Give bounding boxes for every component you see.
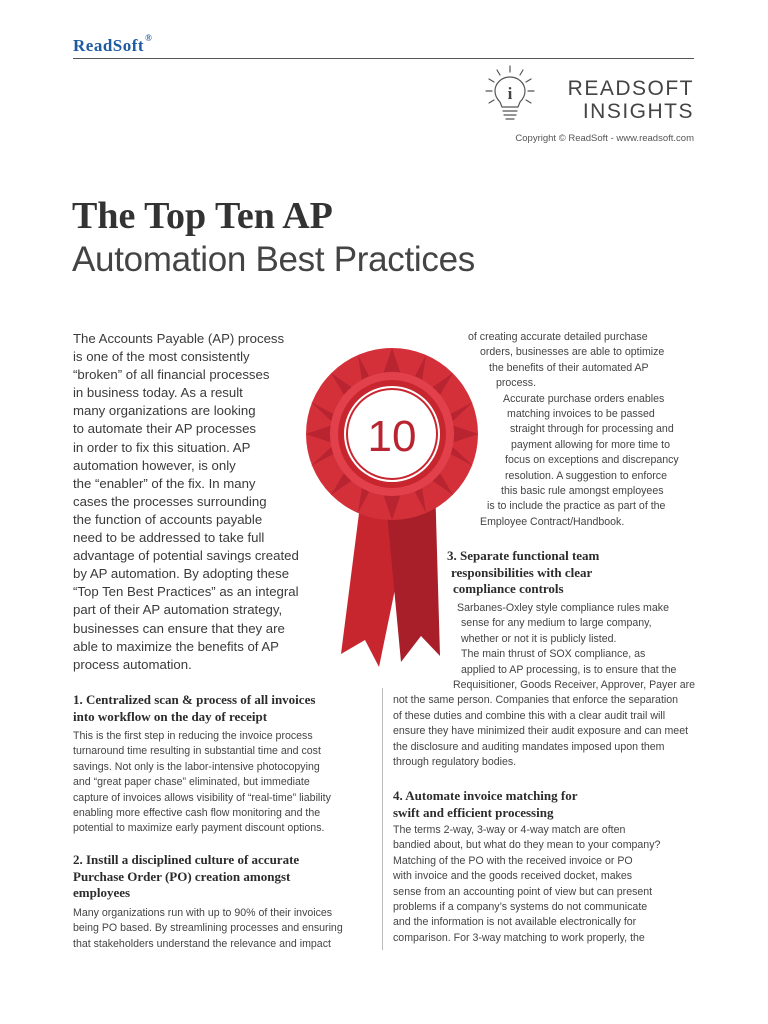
body-line: comparison. For 3-way matching to work properly, the (393, 931, 645, 944)
section4-heading (393, 788, 578, 821)
body-line: savings. Not only is the labor-intensive photocopying (73, 760, 320, 773)
body-line: sense for any medium to large company, (461, 617, 652, 630)
body-line: this basic rule amongst employees (501, 485, 664, 498)
header-divider (73, 58, 694, 59)
heading-line: compliance controls (453, 581, 564, 596)
heading-line: Purchase Order (PO) creation amongst (73, 868, 291, 884)
intro-line: the function of accounts payable (73, 511, 263, 527)
body-line: with invoice and the goods received docket, makes (393, 870, 633, 883)
body-line: matching invoices to be passed (507, 408, 655, 421)
heading-line: into workflow on the day of receipt (73, 708, 268, 724)
body-line: ensure they have minimized their audit exposure and can meet (393, 725, 689, 738)
body-line: capture of invoices allows visibility of “real-time” liability (73, 791, 331, 804)
body-line: Sarbanes-Oxley style compliance rules make (457, 602, 669, 614)
intro-line: in business today. As a result (73, 385, 243, 401)
intro-line: in order to fix this situation. AP (73, 439, 251, 455)
body-line: orders, businesses are able to optimize (480, 346, 665, 359)
body-line: Matching of the PO with the received invoice or PO (393, 854, 633, 867)
section1-body (73, 729, 331, 837)
badge-number: 10 (367, 412, 417, 461)
heading-line: swift and efficient processing (393, 804, 554, 820)
intro-line: to automate their AP processes (73, 421, 257, 437)
intro-line: businesses can ensure that they are (73, 620, 285, 636)
body-line: Employee Contract/Handbook. (480, 515, 625, 528)
intro-line: by AP automation. By adopting these (73, 566, 290, 582)
body-line: Requisitioner, Goods Receiver, Approver, Payer are (453, 679, 696, 692)
intro-line: advantage of potential savings created (73, 548, 299, 564)
intro-line: the “enabler” of the fix. In many (73, 475, 256, 491)
body-line: resolution. A suggestion to enforce (505, 469, 667, 482)
intro-line: able to maximize the benefits of AP (73, 638, 279, 654)
body-line: not the same person. Companies that enforce the separation (393, 694, 679, 707)
body-line: process. (496, 377, 537, 390)
body-line: payment allowing for more time to (511, 438, 670, 451)
intro-line: “Top Ten Best Practices” as an integral (73, 584, 299, 600)
body-line: is to include the practice as part of the (487, 500, 666, 513)
column-divider (382, 688, 383, 950)
brand-name: ReadSoft (73, 36, 145, 55)
intro-line: many organizations are looking (73, 403, 256, 419)
page-title: The Top Ten AP (72, 195, 333, 237)
insights-title-line: INSIGHTS (582, 100, 694, 123)
section2-continuation (393, 330, 715, 530)
body-line: through regulatory bodies. (393, 756, 517, 769)
insights-brand-line: READSOFT (567, 77, 694, 100)
intro-paragraph (73, 330, 313, 674)
intro-line: need to be addressed to take full (73, 530, 265, 546)
lightbulb-icon (484, 64, 536, 124)
body-line: potential to maximize early payment discount options. (73, 822, 325, 835)
registered-mark: ® (145, 33, 153, 43)
intro-line: part of their AP automation strategy, (73, 602, 283, 618)
heading-line: employees (73, 885, 131, 900)
section3-body (393, 601, 695, 770)
body-line: whether or not it is publicly listed. (461, 632, 617, 645)
section2-heading (73, 852, 299, 902)
page-subtitle: Automation Best Practices (72, 240, 475, 279)
heading-line: 3. Separate functional team (447, 548, 600, 563)
intro-line: “broken” of all financial processes (73, 367, 270, 383)
body-line: applied to AP processing, is to ensure that the (461, 663, 677, 676)
body-line: problems if a company’s systems do not communicate (393, 901, 648, 914)
body-line: sense from an accounting point of view but can present (393, 885, 653, 898)
body-line: bandied about, but what do they mean to your company? (393, 839, 661, 852)
readsoft-insights-logo (484, 64, 694, 149)
section4-body (393, 823, 660, 946)
svg-text:i: i (507, 84, 513, 103)
body-line: enabling more effective cash flow monitoring and the (73, 807, 321, 820)
body-line: of these duties and combine this with a clear audit trail will (393, 709, 666, 722)
body-line: the disclosure and auditing mandates imposed upon them (393, 740, 665, 753)
body-line: of creating accurate detailed purchase (468, 331, 648, 343)
intro-line: automation however, is only (73, 457, 236, 473)
intro-line: process automation. (73, 656, 192, 672)
heading-line: 2. Instill a disciplined culture of accurate (73, 852, 300, 867)
copyright-notice: Copyright © ReadSoft - www.readsoft.com (515, 133, 694, 144)
heading-line: 4. Automate invoice matching for (393, 788, 578, 803)
body-line: focus on exceptions and discrepancy (505, 454, 679, 467)
heading-line: 1. Centralized scan & process of all invoices (73, 692, 316, 707)
body-line: Many organizations run with up to 90% of their invoices (73, 907, 333, 919)
section2-body (73, 906, 343, 952)
body-line: Accurate purchase orders enables (503, 392, 665, 405)
body-line: The terms 2-way, 3-way or 4-way match are often (393, 824, 626, 836)
body-line: being PO based. By streamlining processes and ensuring (73, 922, 343, 935)
body-line: the benefits of their automated AP (489, 361, 649, 374)
body-line: and the information is not available electronically for (393, 916, 637, 929)
intro-line: The Accounts Payable (AP) process (73, 331, 285, 346)
intro-line: is one of the most consistently (73, 349, 250, 365)
body-line: and “great paper chase” eliminated, but immediate (73, 776, 310, 789)
section3-heading (393, 548, 599, 598)
heading-line: responsibilities with clear (451, 564, 593, 580)
body-line: turnaround time resulting in substantial time and cost (73, 745, 321, 758)
intro-line: cases the processes surrounding (73, 493, 267, 509)
section1-heading (73, 692, 315, 725)
body-line: This is the first step in reducing the invoice process (73, 730, 313, 742)
body-line: that stakeholders understand the relevance and impact (73, 937, 331, 950)
body-line: The main thrust of SOX compliance, as (461, 648, 646, 661)
readsoft-logo (73, 33, 153, 56)
body-line: straight through for processing and (510, 423, 674, 436)
